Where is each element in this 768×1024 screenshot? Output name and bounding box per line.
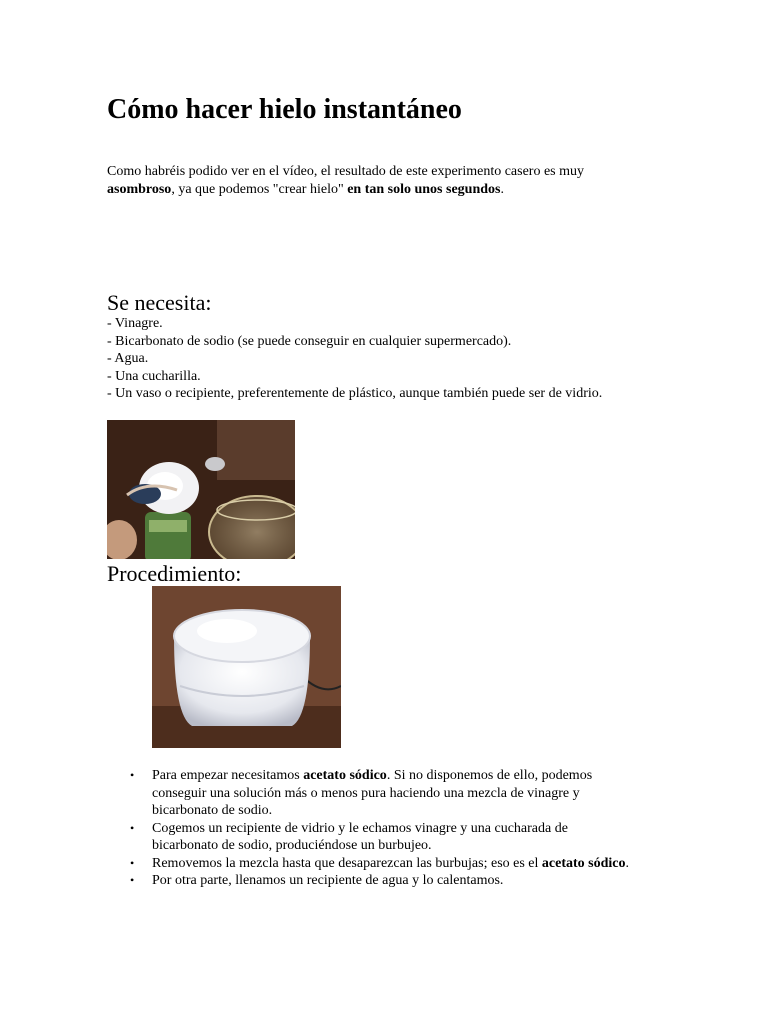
photo-bicarbonate-illustration xyxy=(107,420,295,559)
bullet-icon: • xyxy=(130,820,135,835)
needs-item: - Bicarbonato de sodio (se puede conseguir en cualquier supermercado). xyxy=(107,333,512,349)
step-bold: acetato sódico xyxy=(303,768,387,783)
intro-text-3: . xyxy=(500,182,504,197)
step-text: Removemos la mezcla hasta que desaparezcan las burbujas; eso es el xyxy=(152,855,542,871)
intro-bold-1: asombroso xyxy=(107,182,172,197)
list-item xyxy=(130,820,637,855)
list-item xyxy=(130,855,637,873)
step-text: . xyxy=(625,855,629,871)
procedure-steps-list xyxy=(127,767,637,890)
intro-bold-2: en tan solo unos segundos xyxy=(347,182,501,197)
step-bold: acetato sódico xyxy=(541,855,626,871)
intro-text-1: Como habréis podido ver en el vídeo, el resultado de este experimento casero es muy xyxy=(107,164,585,179)
bullet-icon: • xyxy=(130,768,135,782)
bullet-icon: • xyxy=(130,855,135,870)
step-text: Por otra parte, llenamos un recipiente de agua y lo calentamos. xyxy=(152,873,504,888)
step-text: Para empezar necesitamos xyxy=(152,768,304,783)
page-title: Cómo hacer hielo instantáneo xyxy=(107,94,462,125)
step-text: Cogemos un recipiente de vidrio y le echamos vinagre y una cucharada de bicarbonato de sodio, produciéndose un burbujeo. xyxy=(152,820,568,853)
needs-heading: Se necesita: xyxy=(107,290,212,315)
list-item xyxy=(130,767,637,820)
needs-list xyxy=(107,315,602,403)
bullet-icon: • xyxy=(130,873,135,887)
step-text: . Si no disponemos de ello, podemos conseguir una solución más o menos pura haciendo una mezcla de vinagre y bicarbonato de sodio. xyxy=(152,768,593,818)
procedure-heading: Procedimiento: xyxy=(107,561,242,586)
intro-paragraph xyxy=(107,163,647,199)
photo-bicarbonate-spoon xyxy=(107,420,295,559)
intro-text-2: , ya que podemos "crear hielo" xyxy=(171,182,348,197)
list-item xyxy=(130,872,637,890)
photo-ice-glass xyxy=(152,586,341,748)
photo-ice-illustration xyxy=(152,586,341,748)
needs-item: - Agua. xyxy=(107,351,149,366)
needs-item: - Vinagre. xyxy=(107,316,163,331)
needs-item: - Una cucharilla. xyxy=(107,368,201,384)
needs-item: - Un vaso o recipiente, preferentemente de plástico, aunque también puede ser de vidrio. xyxy=(107,386,603,401)
